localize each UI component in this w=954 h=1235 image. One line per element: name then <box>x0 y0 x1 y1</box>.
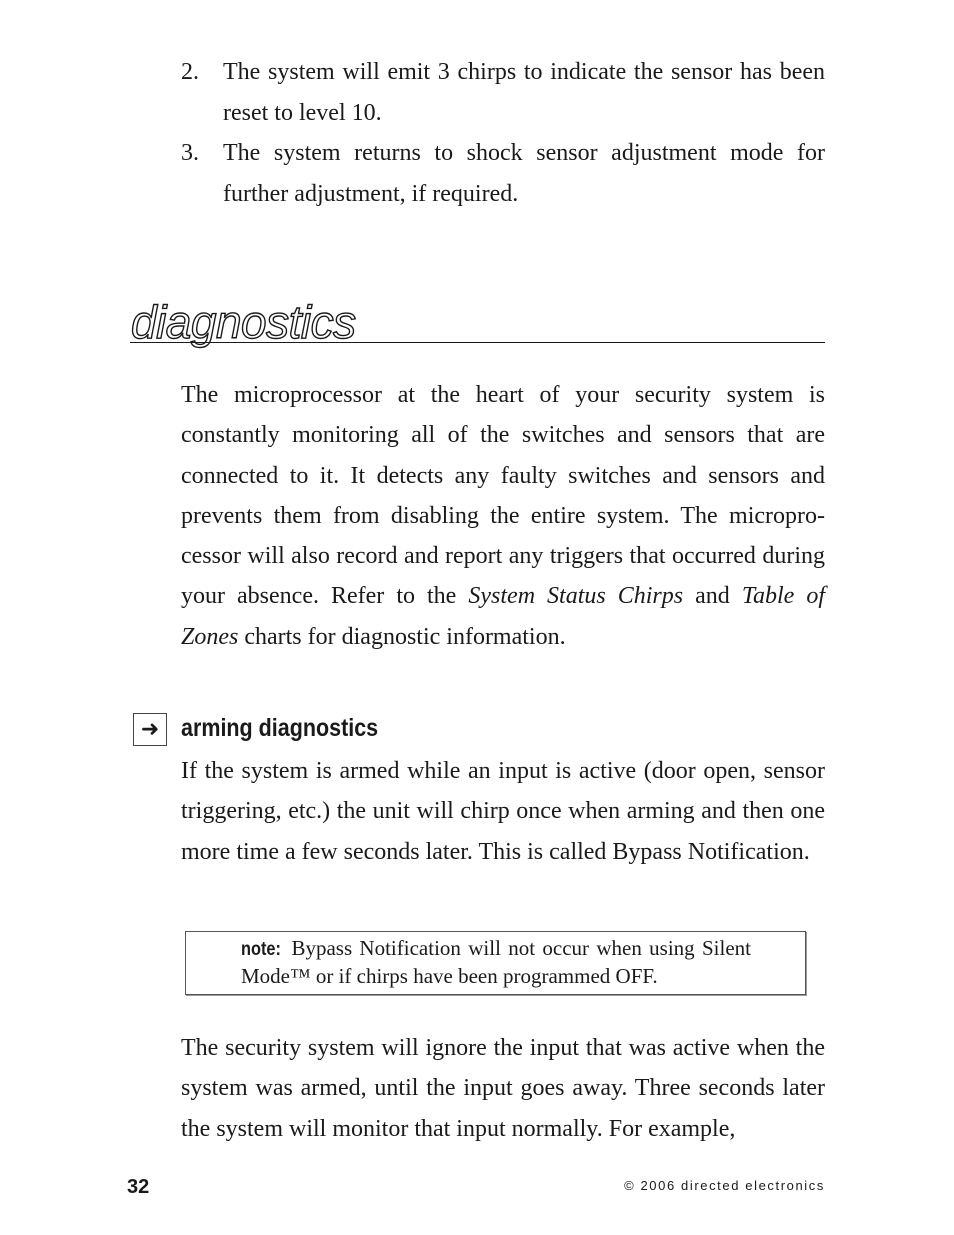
note-label: note: <box>241 939 281 960</box>
section-title: diagnostics <box>131 296 356 348</box>
note-text: Bypass Notification will not occur when using Silent Mode™ or if chirps have been programmed OFF. <box>241 936 751 988</box>
list-number: 2. <box>181 59 199 85</box>
page-number: 32 <box>127 1176 150 1198</box>
reference-system-status-chirps: System Status Chirps <box>468 583 684 610</box>
intro-text: charts for diagnostic information. <box>238 623 566 650</box>
reference-table-of-zones: Table of Zones <box>181 583 825 650</box>
arming-diagnostics-paragraph: If the system is armed while an input is active (door open, sensor triggering, etc.) the unit will chirp once when arming and then one more time a few seconds later. This is called Bypass Notification. <box>181 758 825 865</box>
intro-text: and <box>683 583 742 610</box>
closing-paragraph: The security system will ignore the input that was active when the system was armed, until the input goes away. Three seconds later the system will monitor that input normally. For example, <box>181 1035 825 1142</box>
list-item <box>181 133 825 214</box>
list-item <box>181 52 825 133</box>
intro-paragraph <box>181 375 825 657</box>
footer-copyright: © 2006 directed electronics <box>624 1178 825 1193</box>
list-text: The system returns to shock sensor adjustment mode for further adjustment, if required. <box>223 140 825 207</box>
intro-text: The microprocessor at the heart of your security system is constantly monitoring all of the switches and sensors that are connected to it. It detects any faulty switches and sensors and prevents them from disabling the entire system. The microprocessor will also record and report any triggers that occurred during your absence. Refer to the <box>181 382 825 610</box>
list-text: The system will emit 3 chirps to indicate the sensor has been reset to level 10. <box>223 59 825 126</box>
list-number: 3. <box>181 140 199 166</box>
section-divider <box>130 342 825 343</box>
note-content <box>241 935 751 989</box>
arrow-right-icon: ➜ <box>133 713 167 746</box>
note-box <box>185 931 806 995</box>
subsection-title: arming diagnostics <box>181 714 379 742</box>
